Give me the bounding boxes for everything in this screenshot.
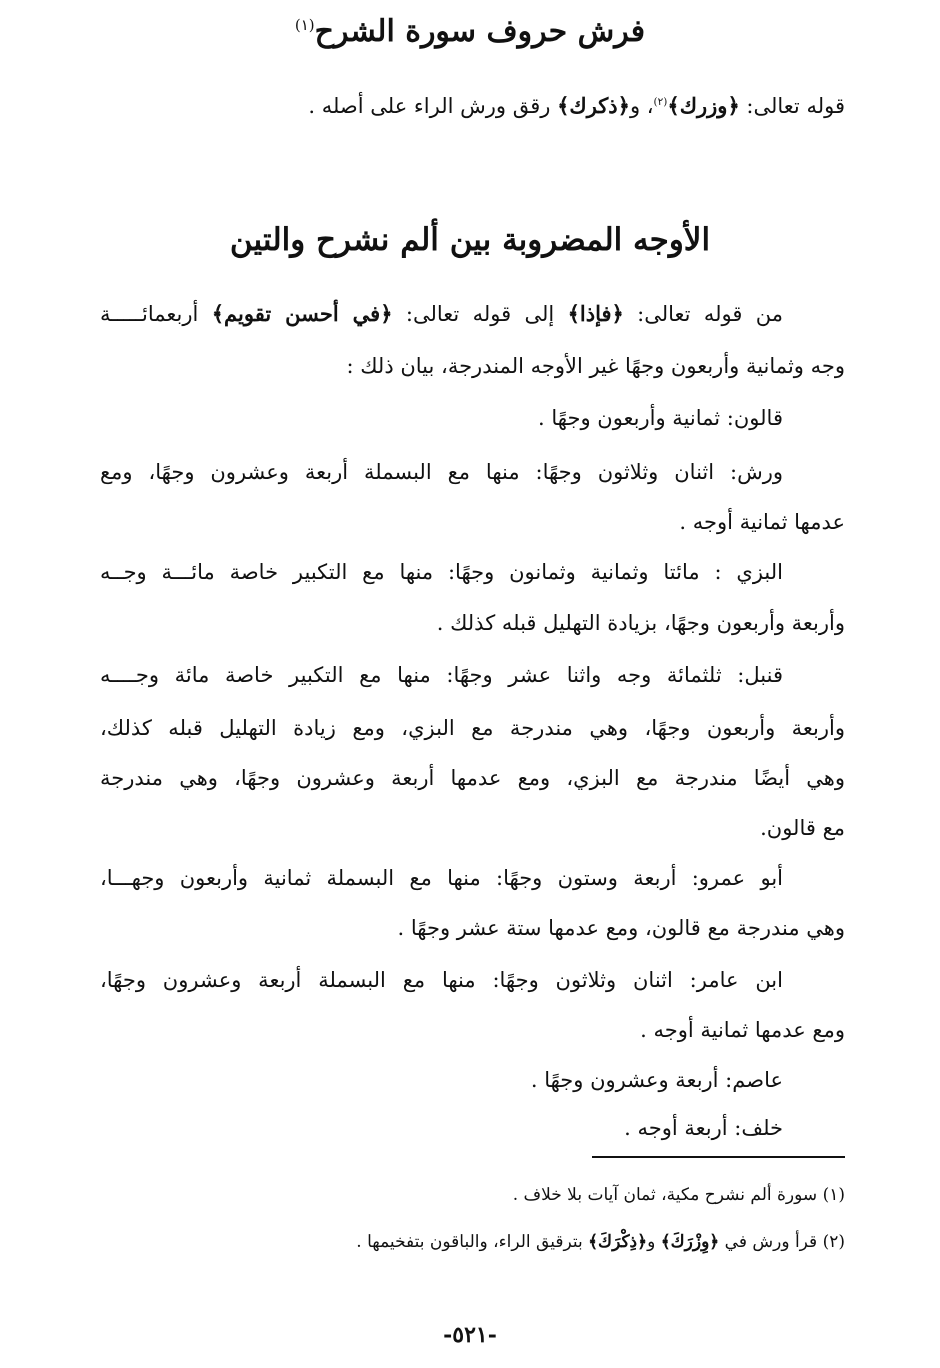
footnote-divider (592, 1156, 845, 1158)
footnote-text: (٢) قرأ ورش في (719, 1232, 845, 1252)
page-title (100, 14, 840, 49)
quran-word-wizrak: ﴿وزرك﴾ (667, 93, 740, 118)
intro-text: قوله تعالى: (739, 94, 845, 118)
body-text: من قوله تعالى: (623, 302, 784, 326)
quran-word-faidha: ﴿فإذا﴾ (567, 301, 624, 326)
bazzi-line: البزي : مائتا وثمانية وثمانون وجهًا: منها مع التكبير خاصة مائـــة وجــه (100, 560, 783, 584)
body-line-2: وجه وثمانية وأربعون وجهًا غير الأوجه المندرجة، بيان ذلك : (346, 354, 845, 378)
asim-line: عاصم: أربعة وعشرون وجهًا . (530, 1068, 783, 1092)
quran-word-dhikrak: ﴿ذِكْرَكَ﴾ (588, 1232, 648, 1252)
ibn-amir-line: ابن عامر: اثنان وثلاثون وجهًا: منها مع البسملة أربعة وعشرون وجهًا، (100, 968, 783, 992)
intro-connector: ، و (629, 94, 654, 118)
warsh-line-2: عدمها ثمانية أوجه . (679, 510, 845, 534)
quran-word-dhikrak: ﴿ذكرك﴾ (557, 93, 630, 118)
footnote-connector: و (647, 1232, 661, 1252)
bazzi-line-2: وأربعة وأربعون وجهًا، بزيادة التهليل قبله كذلك . (436, 611, 845, 635)
footnote-2 (200, 1227, 845, 1257)
title-text: فرش حروف سورة الشرح (314, 14, 646, 49)
section-title: الأوجه المضروبة بين ألم نشرح والتين (229, 222, 711, 258)
ibn-amir-line-2: ومع عدمها ثمانية أوجه . (640, 1018, 845, 1042)
intro-ruling: رقق ورش الراء على أصله . (308, 94, 558, 118)
abu-amr-line: أبو عمرو: أربعة وستون وجهًا: منها مع البسملة ثمانية وأربعون وجهـــا، (100, 866, 783, 890)
body-line-1 (100, 294, 845, 334)
qunbul-line-3: وهي أيضًا مندرجة مع البزي، ومع عدمها أربعة وعشرون وجهًا، وهي مندرجة (100, 766, 845, 790)
qalun-line: قالون: ثمانية وأربعون وجهًا . (538, 406, 783, 430)
khalaf-line: خلف: أربعة أوجه . (624, 1116, 783, 1140)
body-text: إلى قوله تعالى: (392, 302, 568, 326)
qunbul-line-2: وأربعة وأربعون وجهًا، وهي مندرجة مع البزي، ومع زيادة التهليل قبله كذلك، (100, 716, 845, 740)
warsh-line: ورش: اثنان وثلاثون وجهًا: منها مع البسملة أربعة وعشرون وجهًا، ومع (100, 460, 783, 484)
body-text: أربعمائـــــة (100, 302, 212, 326)
quran-phrase-ahsan-taqwim: ﴿في أحسن تقويم﴾ (211, 301, 393, 326)
qunbul-line-4: مع قالون. (760, 816, 845, 840)
quran-word-wizrak: ﴿وِزْرَكَ﴾ (660, 1232, 720, 1252)
qunbul-line: قنبل: ثلثمائة وجه واثنا عشر وجهًا: منها مع التكبير خاصة مائة وجــــه (100, 663, 783, 687)
footnote-ref-2: (٢) (653, 96, 668, 108)
footnote-1: (١) سورة ألم نشرح مكية، ثمان آيات بلا خلاف . (512, 1185, 845, 1205)
footnote-text: بترقيق الراء، والباقون بتفخيمها . (356, 1232, 589, 1252)
page-number: -٥٢١- (443, 1322, 497, 1348)
footnote-ref-1: (١) (294, 16, 315, 34)
abu-amr-line-2: وهي مندرجة مع قالون، ومع عدمها ستة عشر وجهًا . (397, 916, 845, 940)
intro-line (100, 82, 845, 122)
